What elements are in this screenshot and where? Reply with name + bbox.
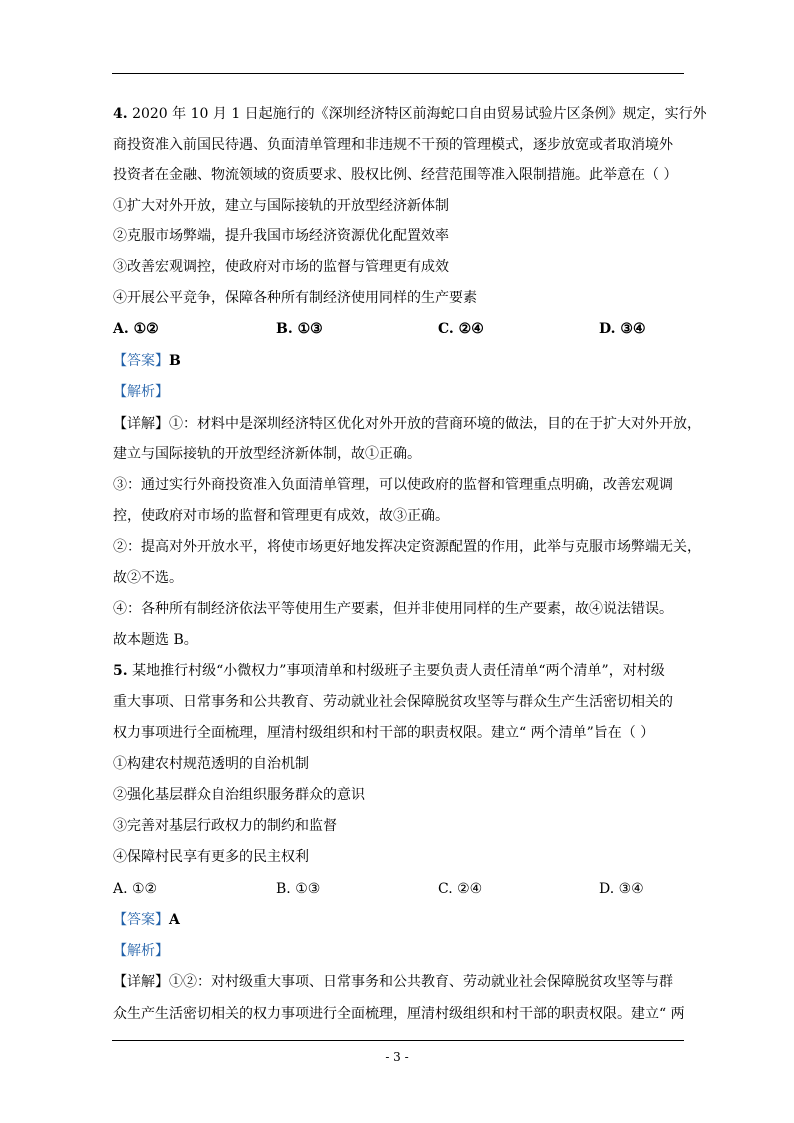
question-4-detail-line-2: 建立与国际接轨的开放型经济新体制，故①正确。 — [113, 446, 421, 462]
question-4-stem-line-1 — [113, 104, 707, 124]
question-number: 4. — [113, 106, 128, 122]
question-5-option-1: ①构建农村规范透明的自治机制 — [113, 756, 309, 772]
answer-value: A — [169, 912, 180, 928]
question-4-answer — [113, 351, 181, 371]
choice-a: A. ①② — [113, 321, 159, 337]
question-5-answer — [113, 910, 180, 930]
question-5-stem-line-1 — [113, 661, 665, 681]
question-4-option-2: ②克服市场弊端，提升我国市场经济资源优化配置效率 — [113, 228, 449, 244]
detail-tag: 【详解】 — [113, 974, 169, 990]
header-rule — [112, 73, 684, 74]
question-5-option-4: ④保障村民享有更多的民主权利 — [113, 849, 309, 865]
question-4-option-3: ③改善宏观调控，使政府对市场的监督与管理更有成效 — [113, 259, 449, 275]
stem-text: 2020 年 10 月 1 日起施行的《深圳经济特区前海蛇口自由贸易试验片区条例》规定，实行外 — [127, 106, 707, 122]
question-5-stem-line-2: 重大事项、日常事务和公共教育、劳动就业社会保障脱贫攻坚等与群众生产生活密切相关的 — [113, 694, 673, 710]
question-4-stem-line-3: 投资者在金融、物流领域的资质要求、股权比例、经营范围等准入限制措施。此举意在（ ） — [113, 167, 678, 183]
choice-d: D. ③④ — [599, 881, 644, 897]
choice-b: B. ①③ — [276, 321, 323, 337]
question-5-option-3: ③完善对基层行政权力的制约和监督 — [113, 818, 337, 834]
question-4-detail-line-6: 故②不选。 — [113, 570, 183, 586]
choice-c: C. ②④ — [438, 321, 484, 337]
stem-text: 某地推行村级“小微权力”事项清单和村级班子主要负责人责任清单“两个清单”，对村级 — [127, 663, 665, 679]
choice-b: B. ①③ — [276, 881, 321, 897]
detail-tag: 【详解】 — [113, 416, 169, 432]
question-5-analysis-tag: 【解析】 — [113, 943, 169, 959]
answer-tag: 【答案】 — [113, 353, 169, 369]
question-5-stem-line-3: 权力事项进行全面梳理，厘清村级组织和村干部的职责权限。建立“ 两个清单”旨在（ ） — [113, 725, 655, 741]
choice-d: D. ③④ — [599, 321, 646, 337]
question-5-detail-line-2: 众生产生活密切相关的权力事项进行全面梳理，厘清村级组织和村干部的职责权限。建立“ 两 — [113, 1006, 685, 1022]
question-4-detail-line-5: ②：提高对外开放水平，将使市场更好地发挥决定资源配置的作用，此举与克服市场弊端无关， — [113, 539, 701, 555]
choice-c: C. ②④ — [438, 881, 483, 897]
question-5-choices — [113, 879, 685, 899]
question-4-choices — [113, 319, 685, 339]
question-5-option-2: ②强化基层群众自治组织服务群众的意识 — [113, 787, 365, 803]
footer-rule — [112, 1040, 684, 1041]
detail-text: ①②：对村级重大事项、日常事务和公共教育、劳动就业社会保障脱贫攻坚等与群 — [169, 974, 673, 990]
question-number: 5. — [113, 663, 128, 679]
question-4-analysis-tag: 【解析】 — [113, 384, 169, 400]
question-4-detail-line-3: ③：通过实行外商投资准入负面清单管理，可以使政府的监督和管理重点明确，改善宏观调 — [113, 477, 673, 493]
question-4-option-1: ①扩大对外开放，建立与国际接轨的开放型经济新体制 — [113, 198, 449, 214]
question-4-option-4: ④开展公平竞争，保障各种所有制经济使用同样的生产要素 — [113, 290, 477, 306]
question-4-detail-line-7: ④：各种所有制经济依法平等使用生产要素，但并非使用同样的生产要素，故④说法错误。 — [113, 601, 673, 617]
question-4-detail-line-1 — [113, 414, 701, 434]
answer-tag: 【答案】 — [113, 912, 169, 928]
page-number: - 3 - — [385, 1050, 409, 1064]
question-4-stem-line-2: 商投资准入前国民待遇、负面清单管理和非违规不干预的管理模式，逐步放宽或者取消境外 — [113, 137, 673, 153]
detail-text: ①：材料中是深圳经济特区优化对外开放的营商环境的做法，目的在于扩大对外开放， — [169, 416, 701, 432]
answer-value: B — [169, 353, 181, 369]
question-5-detail-line-1 — [113, 972, 673, 992]
question-4-detail-line-8: 故本题选 B。 — [113, 632, 198, 648]
question-4-detail-line-4: 控，使政府对市场的监督和管理更有成效，故③正确。 — [113, 508, 449, 524]
choice-a: A. ①② — [113, 881, 158, 897]
